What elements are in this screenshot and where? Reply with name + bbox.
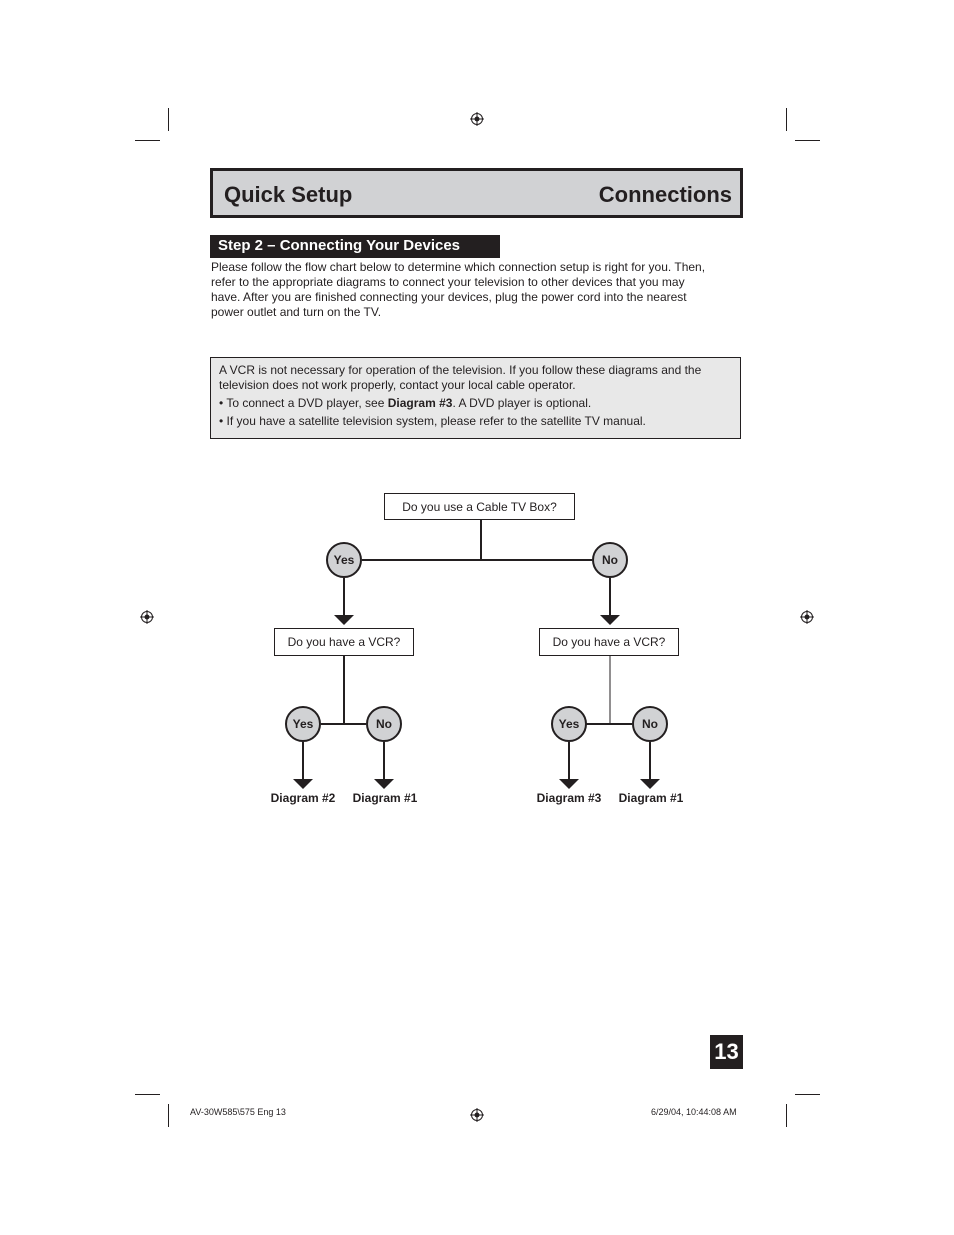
bullet-text: . A DVD player is optional. [452,396,592,410]
answer-yes-vcr-right: Yes [551,706,587,742]
answer-yes-vcr-left: Yes [285,706,321,742]
footer-file-info: AV-30W585\575 Eng 13 [190,1107,286,1117]
bullet-bold-text: Diagram #3 [387,396,453,410]
intro-line: power outlet and turn on the TV. [211,305,382,319]
question-vcr-right: Do you have a VCR? [539,628,679,656]
answer-no-cable: No [592,542,628,578]
result-diagram-2: Diagram #2 [270,791,336,805]
intro-line: have. After you are finished connecting your devices, plug the power cord into the nearest [211,290,687,304]
intro-line: refer to the appropriate diagrams to connect your television to other devices that you may [211,275,685,289]
step-heading: Step 2 – Connecting Your Devices [210,235,500,258]
note-line: television does not work properly, contact your local cable operator. [219,378,576,392]
result-diagram-1-left: Diagram #1 [352,791,418,805]
intro-line: Please follow the flow chart below to determine which connection setup is right for you. Then, [211,260,706,274]
footer-timestamp: 6/29/04, 10:44:08 AM [651,1107,737,1117]
answer-no-vcr-left: No [366,706,402,742]
answer-no-vcr-right: No [632,706,668,742]
note-bullet-satellite: • If you have a satellite television system, please refer to the satellite TV manual. [219,414,646,428]
result-diagram-1-right: Diagram #1 [618,791,684,805]
note-line: A VCR is not necessary for operation of the television. If you follow these diagrams and the [219,363,702,377]
result-diagram-3: Diagram #3 [536,791,602,805]
page-number: 13 [710,1035,743,1069]
bullet-text: • To connect a DVD player, see [219,396,388,410]
question-cable-box: Do you use a Cable TV Box? [384,493,575,520]
header-title-right: Connections [598,182,732,207]
question-vcr-left: Do you have a VCR? [274,628,414,656]
header-title-left: Quick Setup [224,182,353,207]
answer-yes-cable: Yes [326,542,362,578]
